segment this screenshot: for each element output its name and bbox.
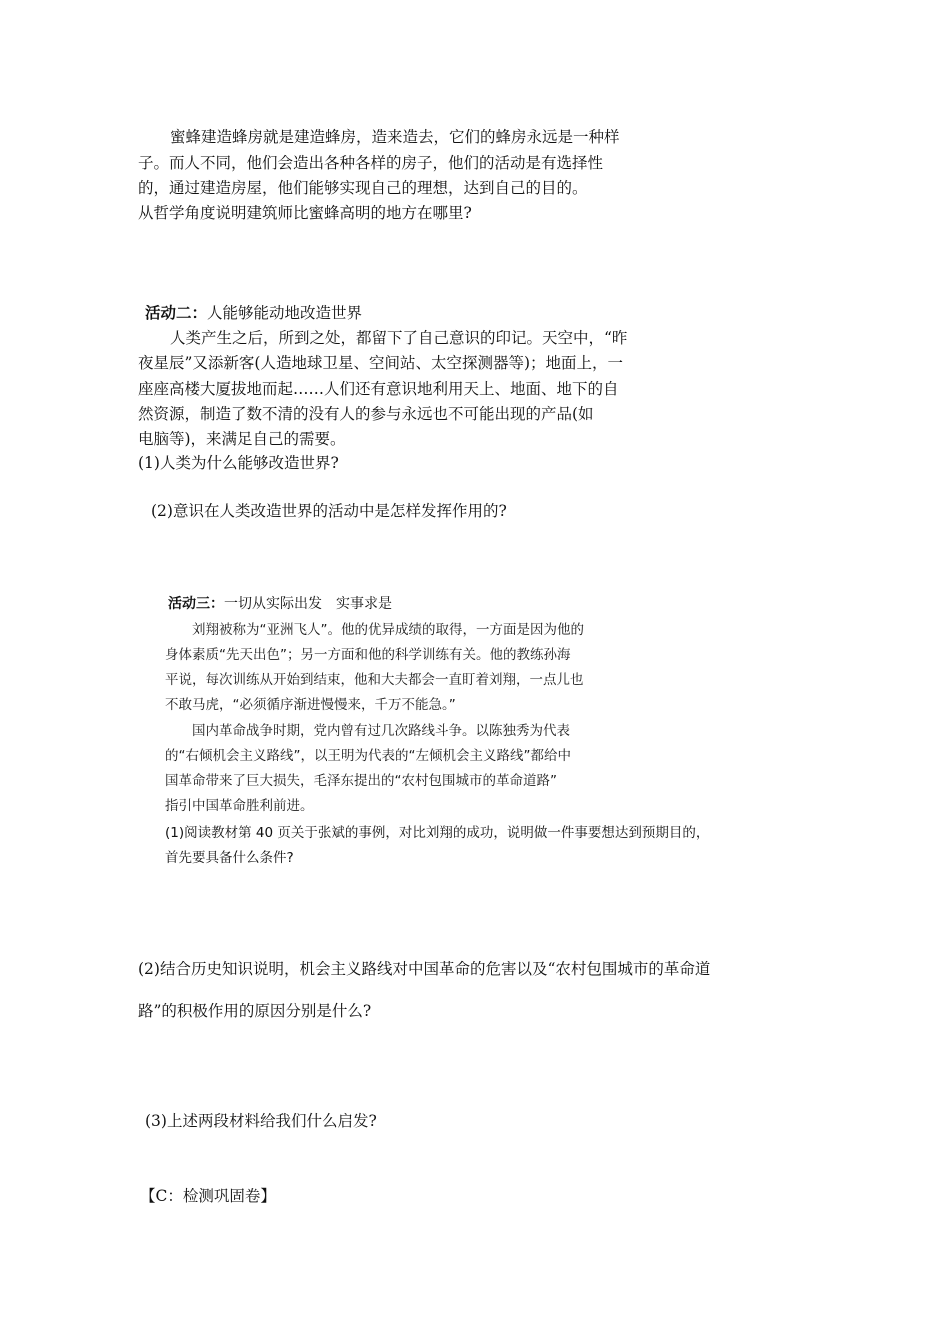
paragraph-line: 的“右倾机会主义路线”，以王明为代表的“左倾机会主义路线”都给中 (165, 748, 571, 764)
question-line: (1)阅读教材第 40 页关于张斌的事例，对比刘翔的成功，说明做一件事要想达到预期目的， (165, 825, 710, 841)
paragraph-line: 指引中国革命胜利前进。 (165, 798, 314, 814)
question-line: (2)结合历史知识说明，机会主义路线对中国革命的危害以及“农村包围城市的革命道 (138, 960, 711, 978)
paragraph-line: 的，通过建造房屋，他们能够实现自己的理想，达到自己的目的。 (138, 179, 588, 197)
paragraph-line: 夜星辰”又添新客(人造地球卫星、空间站、太空探测器等)；地面上，一 (138, 354, 624, 372)
paragraph-line: 平说，每次训练从开始到结束，他和大夫都会一直盯着刘翔，一点儿也 (165, 672, 584, 688)
paragraph-line: 座座高楼大厦拔地而起……人们还有意识地利用天上、地面、地下的自 (138, 380, 619, 398)
paragraph-line: 子。而人不同，他们会造出各种各样的房子，他们的活动是有选择性 (138, 154, 604, 172)
activity-title: 一切从实际出发 实事求是 (224, 596, 392, 612)
paragraph-line: 然资源，制造了数不清的没有人的参与永远也不可能出现的产品(如 (138, 405, 594, 423)
activity-title: 人能够能动地改造世界 (207, 304, 363, 322)
activity-heading (168, 594, 392, 614)
section-title: 【C：检测巩固卷】 (140, 1187, 276, 1205)
question-line: (2)意识在人类改造世界的活动中是怎样发挥作用的? (151, 502, 507, 520)
paragraph-line: 不敢马虎，“必须循序渐进慢慢来，千万不能急。” (165, 697, 456, 713)
paragraph-line: 蜜蜂建造蜂房就是建造蜂房，造来造去，它们的蜂房永远是一种样 (170, 128, 620, 146)
paragraph-line: 刘翔被称为“亚洲飞人”。他的优异成绩的取得，一方面是因为他的 (192, 622, 584, 638)
question-line: 从哲学角度说明建筑师比蜜蜂高明的地方在哪里? (138, 204, 472, 222)
activity-heading (145, 303, 362, 323)
question-line: 首先要具备什么条件? (165, 850, 294, 866)
question-line: (3)上述两段材料给我们什么启发? (145, 1112, 377, 1130)
question-line: (1)人类为什么能够改造世界? (138, 454, 339, 472)
paragraph-line: 人类产生之后，所到之处，都留下了自己意识的印记。天空中，“昨 (170, 329, 628, 347)
paragraph-line: 身体素质“先天出色”；另一方面和他的科学训练有关。他的教练孙海 (165, 647, 571, 663)
activity-label: 活动三： (168, 596, 224, 612)
paragraph-line: 电脑等)，来满足自己的需要。 (138, 430, 346, 448)
activity-label: 活动二： (145, 303, 208, 322)
paragraph-line: 国内革命战争时期，党内曾有过几次路线斗争。以陈独秀为代表 (192, 723, 570, 739)
question-line: 路”的积极作用的原因分别是什么? (138, 1002, 372, 1020)
paragraph-line: 国革命带来了巨大损失，毛泽东提出的“农村包围城市的革命道路” (165, 773, 557, 789)
